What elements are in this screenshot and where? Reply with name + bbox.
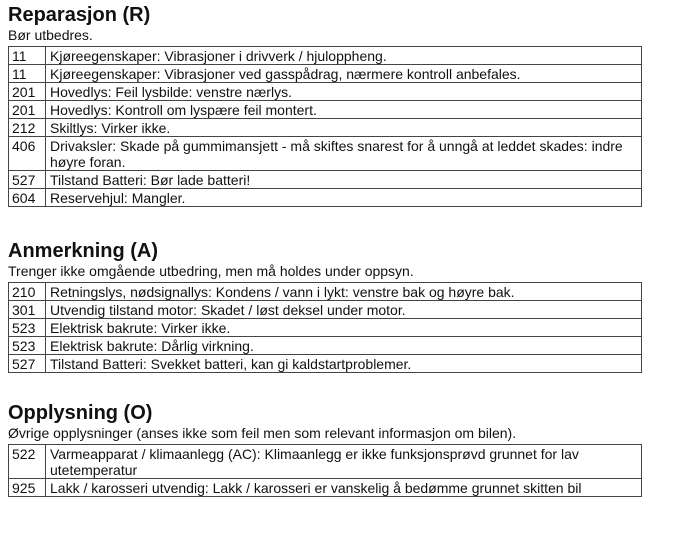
table-row	[9, 137, 642, 171]
finding-text: Varmeapparat / klimaanlegg (AC): Klimaanlegg er ikke funksjonsprøvd grunnet for lav utetemperatur	[46, 445, 642, 479]
finding-code: 11	[9, 47, 46, 65]
finding-text: Tilstand Batteri: Bør lade batteri!	[46, 171, 642, 189]
table-row	[9, 171, 642, 189]
table-row	[9, 479, 642, 497]
findings-table	[8, 444, 642, 497]
finding-code: 301	[9, 301, 46, 319]
table-row	[9, 101, 642, 119]
finding-code: 201	[9, 83, 46, 101]
table-row	[9, 301, 642, 319]
finding-text: Drivaksler: Skade på gummimansjett - må skiftes snarest for å unngå at leddet skades: indre høyre foran.	[46, 137, 642, 171]
finding-text: Hovedlys: Kontroll om lyspære feil montert.	[46, 101, 642, 119]
table-row	[9, 65, 642, 83]
table-row	[9, 83, 642, 101]
section-anmerkning	[8, 240, 648, 373]
finding-code: 925	[9, 479, 46, 497]
finding-text: Retningslys, nødsignallys: Kondens / vann i lykt: venstre bak og høyre bak.	[46, 283, 642, 301]
finding-code: 201	[9, 101, 46, 119]
table-row	[9, 337, 642, 355]
findings-table	[8, 282, 642, 373]
finding-code: 527	[9, 171, 46, 189]
table-row	[9, 283, 642, 301]
finding-code: 604	[9, 189, 46, 207]
table-row	[9, 319, 642, 337]
finding-code: 527	[9, 355, 46, 373]
section-opplysning	[8, 402, 648, 497]
finding-text: Tilstand Batteri: Svekket batteri, kan gi kaldstartproblemer.	[46, 355, 642, 373]
finding-text: Lakk / karosseri utvendig: Lakk / karosseri er vanskelig å bedømme grunnet skitten bil	[46, 479, 642, 497]
section-subtitle: Øvrige opplysninger (anses ikke som feil men som relevant informasjon om bilen).	[8, 425, 517, 441]
finding-text: Kjøreegenskaper: Vibrasjoner i drivverk / hjuloppheng.	[46, 47, 642, 65]
findings-table	[8, 46, 642, 207]
finding-text: Reservehjul: Mangler.	[46, 189, 642, 207]
section-reparasjon	[8, 4, 648, 207]
section-subtitle: Bør utbedres.	[8, 27, 93, 43]
finding-code: 522	[9, 445, 46, 479]
table-row	[9, 445, 642, 479]
finding-code: 212	[9, 119, 46, 137]
finding-text: Elektrisk bakrute: Virker ikke.	[46, 319, 642, 337]
section-title: Reparasjon (R)	[8, 4, 151, 26]
finding-code: 210	[9, 283, 46, 301]
finding-code: 406	[9, 137, 46, 171]
finding-text: Skiltlys: Virker ikke.	[46, 119, 642, 137]
finding-code: 523	[9, 337, 46, 355]
section-title: Anmerkning (A)	[8, 240, 158, 262]
finding-text: Hovedlys: Feil lysbilde: venstre nærlys.	[46, 83, 642, 101]
finding-text: Elektrisk bakrute: Dårlig virkning.	[46, 337, 642, 355]
table-row	[9, 355, 642, 373]
table-row	[9, 119, 642, 137]
finding-code: 11	[9, 65, 46, 83]
table-row	[9, 47, 642, 65]
section-subtitle: Trenger ikke omgående utbedring, men må holdes under oppsyn.	[8, 263, 414, 279]
finding-code: 523	[9, 319, 46, 337]
table-row	[9, 189, 642, 207]
finding-text: Kjøreegenskaper: Vibrasjoner ved gasspådrag, nærmere kontroll anbefales.	[46, 65, 642, 83]
section-title: Opplysning (O)	[8, 402, 153, 424]
finding-text: Utvendig tilstand motor: Skadet / løst deksel under motor.	[46, 301, 642, 319]
